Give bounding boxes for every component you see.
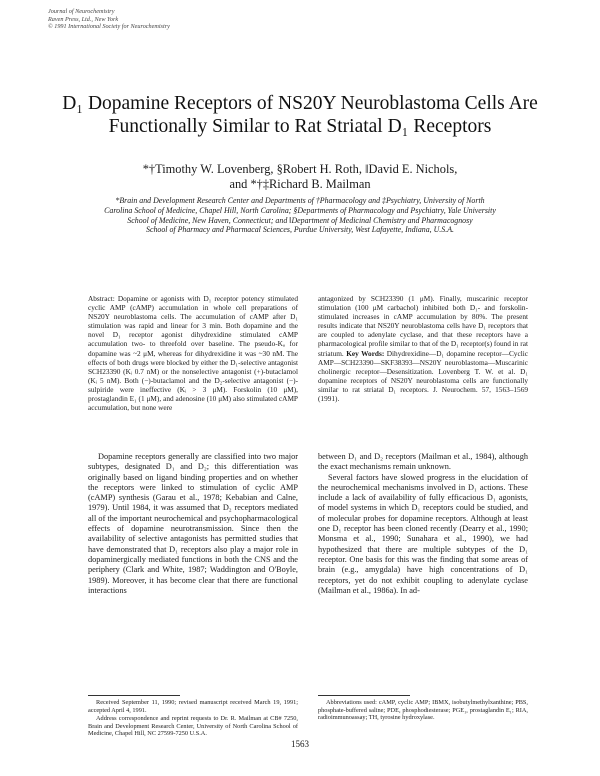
body-left-column bbox=[88, 452, 298, 596]
journal-name: Journal of Neurochemistry bbox=[48, 8, 115, 15]
received-dates: Received September 11, 1990; revised manuscript received March 19, 1991; accepted April 4, 1991. bbox=[88, 699, 298, 714]
paragraph: between D₁ and D₂ receptors (Mailman et al., 1984), although the exact mechanisms remain unknown. bbox=[318, 452, 528, 472]
paragraph: Dopamine receptors generally are classified into two major subtypes, designated D₁ and D₂; this differentiation was originally based on ligand binding properties and on whether the receptors were linked to stimulation of cyclic AMP (cAMP) synthesis (Garau et al., 1978; Kebabian and Calne, 1979). Until 1984, it was assumed that D₂ receptors mediated all of the important neurochemical and psychopharmacological effects of dopamine neurotransmission. Since then the availability of selective antagonists has permitted studies that have demonstrated that D₁ receptors also play a major role in dopaminergically mediated functions in both the CNS and the periphery (Clark and White, 1987; Waddington and O'Boyle, 1989). Moreover, it has become clear that there are functional interactions bbox=[88, 452, 298, 595]
publisher: Raven Press, Ltd., New York bbox=[48, 15, 119, 23]
affiliation-line-4: School of Pharmacy and Pharmacal Sciences, Purdue University, West Lafayette, Indiana, U.S.A. bbox=[146, 225, 454, 235]
keywords: Dihydrexidine—D₁ dopamine receptor—Cyclic AMP—SCH23390—SKF38393—NS20Y neuroblastoma—Muscarinic cholinergic receptor—Desensitization. bbox=[318, 348, 528, 376]
body-right-column bbox=[318, 452, 528, 596]
citation: Lovenberg T. W. et al. D₁ dopamine receptors of NS20Y neuroblastoma cells are functionally similar to rat striatal D₁ receptors. J. Neurochem. 57, 1563–1569 (1991). bbox=[318, 366, 528, 404]
footnotes-left bbox=[88, 699, 298, 739]
authors-line-1: *†Timothy W. Lovenberg, §Robert H. Roth, ‖David E. Nichols, bbox=[142, 162, 458, 176]
affiliations bbox=[60, 196, 540, 235]
affiliation-line-3: School of Medicine, New Haven, Connecticut; and ‖Department of Medicinal Chemistry and Pharmacognosy bbox=[127, 215, 473, 225]
page-number: 1563 bbox=[291, 739, 309, 749]
abbreviations: Abbreviations used: cAMP, cyclic AMP; IBMX, isobutylmethylxanthine; PBS, phosphate-buffered saline; PDE, phosphodiesterase; PGE₁, prostaglandin E₁; RIA, radioimmunoassay; TH, tyrosine hydroxylase. bbox=[318, 699, 528, 722]
article-title bbox=[20, 92, 580, 138]
footnote-divider-right bbox=[318, 695, 410, 696]
correspondence-address: Address correspondence and reprint requests to Dr. R. Mailman at CB# 7250, Brain and Development Research Center, University of North Carolina School of Medicine, Chapel Hill, NC 27599-7250 U.S.A. bbox=[88, 715, 298, 738]
abstract-right-column bbox=[318, 294, 528, 403]
author-list bbox=[60, 162, 540, 192]
keywords-label: Key Words: bbox=[346, 348, 385, 358]
copyright: © 1991 International Society for Neurochemistry bbox=[48, 23, 170, 31]
title-line-2: Functionally Similar to Rat Striatal D₁ Receptors bbox=[108, 116, 492, 137]
paragraph: Several factors have slowed progress in the elucidation of the neurochemical mechanisms involved in D₁ actions. These include a lack of availability of fully efficacious D₁ agonists, of model systems in which D₁ receptors could be studied, and of molecular probes for dopamine receptors. Although at least one D₁ receptor has been cloned recently (Dearry et al., 1990; Monsma et al., 1990; Sunahara et al., 1990), we had hypothesized that there are multiple subtypes of the D₁ receptor. One basis for this was the finding that some areas of brain (e.g., amygdala) have high concentrations of D₁ receptors, yet do not exhibit coupling to adenylate cyclase (Mailman et al., 1986a). In ad- bbox=[318, 472, 528, 595]
footnote-divider-left bbox=[88, 695, 180, 696]
footnotes-right bbox=[318, 699, 528, 723]
abstract-left-column bbox=[88, 294, 298, 412]
abstract-text-left: Abstract: Dopamine or agonists with D₁ receptor potency stimulated cyclic AMP (cAMP) accumulation in whole cell preparations of NS20Y neuroblastoma cells. The accumulation of cAMP after D₁ stimulation was rapid and linear for 3 min. Both dopamine and the novel D₁ receptor agonist dihydrexidine stimulated cAMP accumulation two- to threefold over baseline. The pseudo-Kₐ for dopamine was ~2 μM, whereas for dihydrexidine it was ~30 nM. The effects of both drugs were blocked by either the D₁-selective antagonist SCH23390 (Kᵢ 0.7 nM) or the nonselective antagonist (+)-butaclamol (Kᵢ 5 nM). Both (−)-butaclamol and the D₂-selective antagonist (−)-sulpiride were ineffective (Kᵢ > 3 μM). Forskolin (10 μM), prostaglandin E₁ (1 μM), and adenosine (10 μM) also stimulated cAMP accumulation, but none were bbox=[88, 294, 298, 413]
authors-line-2: and *†‡Richard B. Mailman bbox=[229, 177, 371, 191]
journal-header bbox=[48, 8, 170, 31]
affiliation-line-2: Carolina School of Medicine, Chapel Hill, North Carolina; §Departments of Pharmacology and Psychiatry, Yale University bbox=[104, 205, 496, 215]
affiliation-line-1: *Brain and Development Research Center and Departments of †Pharmacology and ‡Psychiatry, University of North bbox=[115, 196, 485, 205]
title-line-1: D₁ Dopamine Receptors of NS20Y Neuroblastoma Cells Are bbox=[62, 93, 538, 114]
abstract-text-right: antagonized by SCH23390 (1 μM). Finally, muscarinic receptor stimulation (100 μM carbachol) inhibited both D₁- and forskolin-stimulated increases in cAMP accumulation by 80%. The present results indicate that NS20Y neuroblastoma cells have D₁ receptors that are coupled to adenylate cyclase, and that these receptors have a pharmacological profile similar to that of the D₁ receptor(s) found in rat striatum. bbox=[318, 294, 528, 358]
